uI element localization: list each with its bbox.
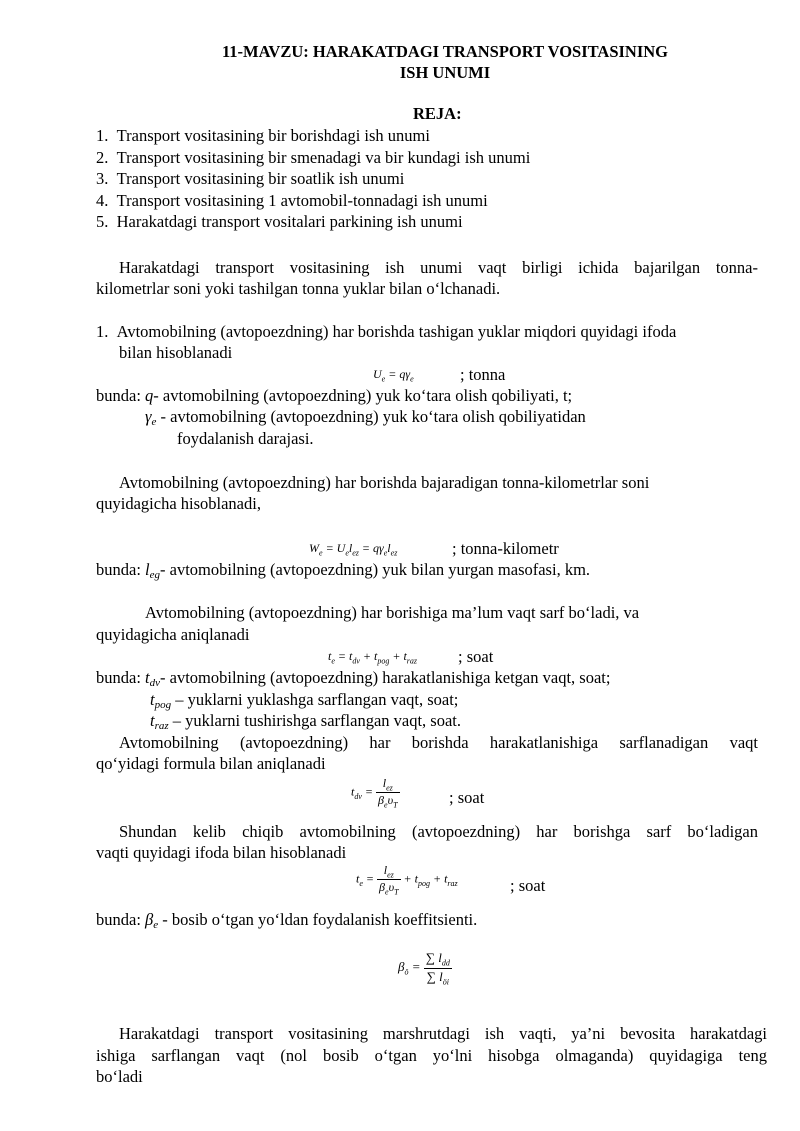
formula5-unit: ; soat — [510, 876, 546, 895]
formula1-unit: ; tonna — [460, 365, 506, 384]
plan-item: 5. Harakatdagi transport vositalari parkining ish unumi — [96, 212, 463, 231]
document-title-line1: 11-MAVZU: HARAKATDAGI TRANSPORT VOSITASINING — [221, 42, 669, 61]
formula-U: $U_e = q\gamma_e$ — [373, 367, 414, 384]
formula2-unit: ; tonna-kilometr — [452, 539, 559, 558]
section1-line1: 1. Avtomobilning (avtopoezdning) har borishda tashigan yuklar miqdori quyidagi ifoda — [96, 322, 677, 341]
where-beta: bunda: $\beta_e$ - bosib o‘tgan yo‘ldan foydalanish koeffitsienti. — [96, 910, 478, 931]
section1-line2: bilan hisoblanadi — [119, 343, 233, 362]
formula3-unit: ; soat — [458, 647, 494, 666]
section3-line2: quyidagicha aniqlanadi — [96, 625, 250, 644]
intro-line2: kilometrlar soni yoki tashilgan tonna yuklar bilan o‘lchanadi. — [96, 279, 501, 298]
formula-W: $W_e = U_el_{ez} = q\gamma_el_{ez}$ — [309, 541, 398, 558]
plan-item: 1. Transport vositasining bir borishdagi ish unumi — [96, 126, 430, 145]
where-q: bunda: q- avtomobilning (avtopoezdning) yuk ko‘tara olish qobiliyati, t; — [96, 386, 573, 405]
plan-item: 2. Transport vositasining bir smenadagi va bir kundagi ish unumi — [96, 148, 531, 167]
section4-line1: Avtomobilning (avtopoezdning) har borishda harakatlanishiga sarflanadigan vaqt — [119, 733, 758, 752]
formula-te: $t_e$ = $\frac{l_{ez}}{\beta_e\upsilon_T}$ + $t_{pog} + t_{raz}$ — [356, 863, 458, 897]
where-tdv: bunda: $t_{dv}-$ avtomobilning (avtopoezdning) harakatlanishiga ketgan vaqt, soat; — [96, 668, 611, 689]
formula4-unit: ; soat — [449, 788, 485, 807]
formula-tdv: $t_{dv}$ = $\frac{l_{ez}}{\beta_e\upsilon_T}$ — [351, 776, 398, 810]
plan-heading: REJA: — [413, 104, 462, 123]
section6-line3: bo‘ladi — [96, 1067, 143, 1086]
document-title-line2: ISH UNUMI — [399, 63, 491, 82]
where-traz: $t_{raz}$ – yuklarni tushirishga sarflangan vaqt, soat. — [150, 711, 462, 732]
formula-t-sum: $t_e = t_{dv} + t_{pog} + t_{raz}$ — [328, 649, 418, 666]
section2-line2: quyidagicha hisoblanadi, — [96, 494, 261, 513]
intro-line1: Harakatdagi transport vositasining ish unumi vaqt birligi ichida bajarilgan tonna- — [119, 258, 758, 277]
plan-item: 3. Transport vositasining bir soatlik ish unumi — [96, 169, 405, 188]
formula-beta: $\beta_ö$ = $\frac{\sum l_{dd}}{\sum l_{öi}}$ — [398, 950, 450, 987]
where-gamma: $\gamma_e$ - avtomobilning (avtopoezdning) yuk ko‘tara olish qobiliyatidan — [145, 407, 586, 428]
section2-line1: Avtomobilning (avtopoezdning) har borishda bajaradigan tonna-kilometrlar soni — [119, 473, 650, 492]
section4-line2: qo‘yidagi formula bilan aniqlanadi — [96, 754, 326, 773]
where-l: bunda: $l_{eg}-$ avtomobilning (avtopoezdning) yuk bilan yurgan masofasi, km. — [96, 560, 591, 581]
section5-line2: vaqti quyidagi ifoda bilan hisoblanadi — [96, 843, 347, 862]
section6-line2: ishiga sarflangan vaqt (nol bosib o‘tgan yo‘lni hisobga olmaganda) quyidagiga teng — [96, 1046, 767, 1065]
section5-line1: Shundan kelib chiqib avtomobilning (avtopoezdning) har borishga sarf bo‘ladigan — [119, 822, 758, 841]
section3-line1: Avtomobilning (avtopoezdning) har borishiga ma’lum vaqt sarf bo‘ladi, va — [145, 603, 640, 622]
section6-line1: Harakatdagi transport vositasining marshrutdagi ish vaqti, ya’ni bevosita harakatdagi — [119, 1024, 767, 1043]
where-tpog: $t_{pog}$ – yuklarni yuklashga sarflangan vaqt, soat; — [150, 690, 459, 711]
where-gamma-line2: foydalanish darajasi. — [177, 429, 314, 448]
plan-item: 4. Transport vositasining 1 avtomobil-tonnadagi ish unumi — [96, 191, 488, 210]
